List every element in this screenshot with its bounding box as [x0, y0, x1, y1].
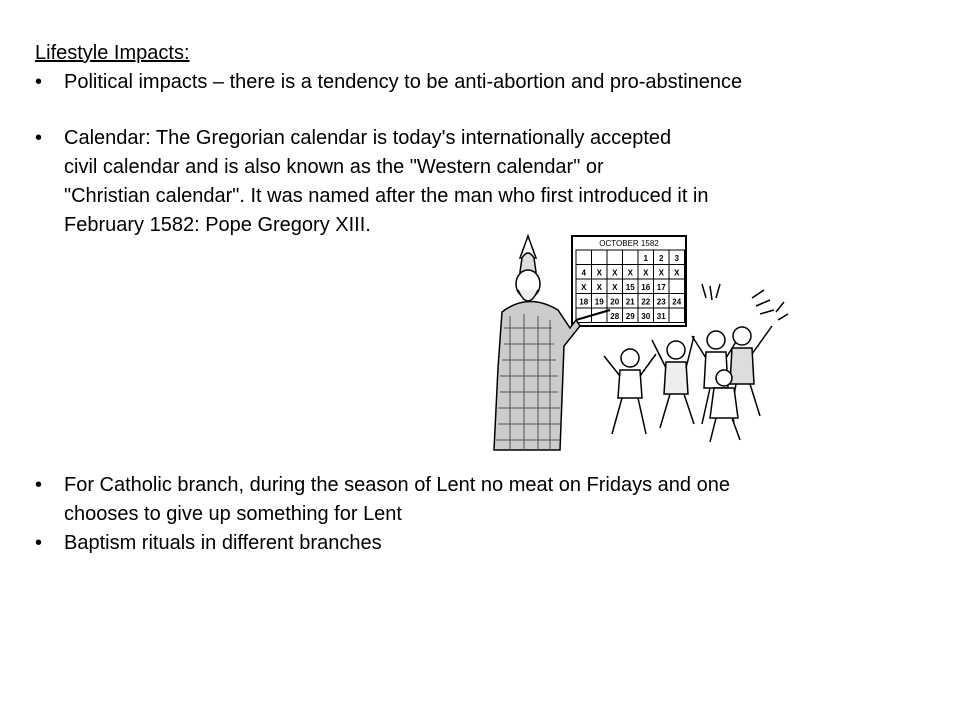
calendar-day-label: X [596, 268, 602, 278]
calendar-day-label: 15 [625, 283, 635, 292]
calendar-day-label: X [627, 268, 633, 278]
calendar-day-label: 4 [581, 268, 586, 278]
slide-heading: Lifestyle Impacts: [35, 42, 190, 64]
calendar-day-label: 21 [625, 297, 635, 307]
calendar-day-label: X [612, 283, 618, 292]
calendar-day-label: 23 [656, 297, 666, 307]
calendar-header: OCTOBER 1582 [599, 239, 659, 248]
calendar-day-label: 28 [610, 312, 620, 321]
calendar-day-label: X [596, 283, 602, 292]
calendar-day-label: 19 [594, 297, 604, 307]
bullet-marker: • [35, 532, 43, 554]
calendar-day-label: X [643, 268, 649, 278]
calendar-day-label: X [581, 283, 587, 292]
shout-marks [702, 284, 788, 320]
calendar-day-label: X [674, 268, 680, 278]
calendar-day-label: 1 [643, 254, 648, 263]
calendar-board [572, 236, 686, 326]
bullet-marker: • [35, 127, 43, 149]
calendar-day-label: 2 [659, 254, 664, 263]
calendar-day-label: 18 [579, 297, 589, 307]
pope-gregory-calendar-illustration [480, 228, 800, 454]
calendar-cell [669, 279, 685, 294]
calendar-day-label: 30 [641, 312, 651, 321]
calendar-day-label: 31 [656, 312, 666, 321]
bullet-marker: • [35, 71, 43, 93]
bullet-3-line-2: chooses to give up something for Lent [64, 503, 402, 525]
bullet-1-line-1: Political impacts – there is a tendency to be anti-abortion and pro-abstinence [64, 71, 743, 93]
crowd-figures [604, 326, 772, 442]
calendar-day-label: 20 [610, 297, 620, 307]
calendar-cell [607, 250, 623, 265]
bullet-3-line-1: For Catholic branch, during the season of Lent no meat on Fridays and one [64, 474, 730, 496]
calendar-cell [669, 308, 685, 323]
bullet-2-line-1: Calendar: The Gregorian calendar is today's internationally accepted [64, 127, 672, 149]
calendar-day-label: X [658, 268, 664, 278]
calendar-day-label: 22 [641, 297, 651, 307]
bullet-2-line-2: civil calendar and is also known as the "Western calendar" or [64, 156, 604, 178]
calendar-cell [623, 250, 639, 265]
calendar-day-label: 17 [656, 283, 666, 292]
calendar-day-label: 29 [625, 312, 635, 321]
calendar-cell [592, 250, 608, 265]
calendar-day-label: X [612, 268, 618, 278]
calendar-cell [576, 250, 592, 265]
bullet-marker: • [35, 474, 43, 496]
calendar-day-label: 3 [674, 254, 679, 263]
bullet-4-line-1: Baptism rituals in different branches [64, 532, 382, 554]
calendar-day-label: 16 [641, 283, 651, 292]
bullet-2-line-4: February 1582: Pope Gregory XIII. [64, 214, 371, 236]
bullet-2-line-3: "Christian calendar". It was named after the man who first introduced it in [64, 185, 709, 207]
calendar-grid [576, 250, 685, 323]
calendar-day-label: 24 [672, 297, 682, 307]
